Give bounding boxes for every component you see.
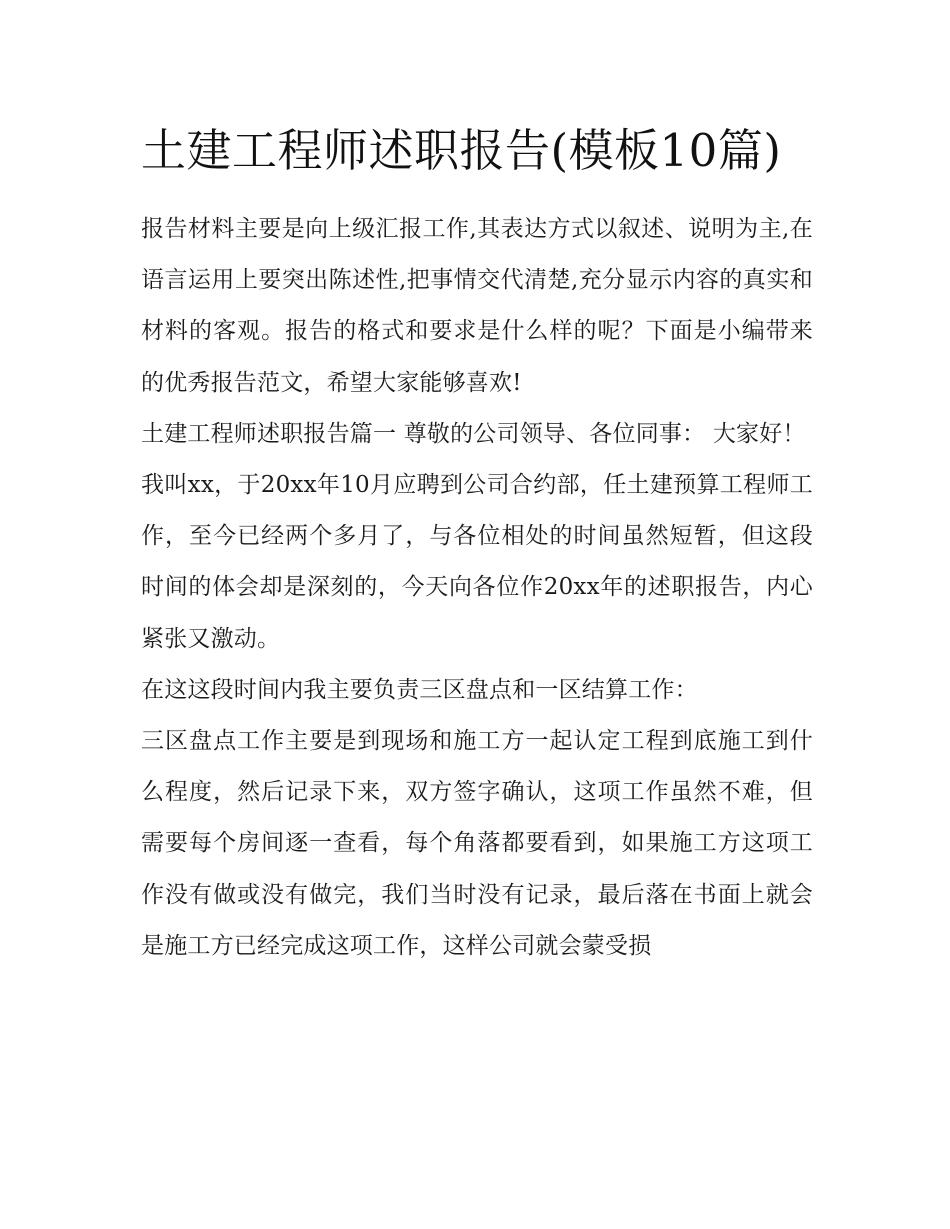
document-title: 土建工程师述职报告(模板10篇) [141, 124, 782, 177]
responsibilities-paragraph: 在这这段时间内我主要负责三区盘点和一区结算工作： [141, 676, 698, 703]
section-heading-paragraph: 土建工程师述职报告篇一 尊敬的公司领导、各位同事： 大家好！ [141, 420, 806, 447]
intro-paragraph: 报告材料主要是向上级汇报工作,其表达方式以叙述、说明为主,在语言运用上要突出陈述性,把事情交代清楚,充分显示内容的真实和材料的客观。报告的格式和要求是什么样的呢？下面是小编带来的优秀报告范文，希望大家能够喜欢! [141, 216, 813, 396]
document-page [141, 112, 813, 972]
inventory-work-paragraph: 三区盘点工作主要是到现场和施工方一起认定工程到底施工到什么程度，然后记录下来，双方签字确认，这项工作虽然不难，但需要每个房间逐一查看，每个角落都要看到，如果施工方这项工作没有做或没有做完，我们当时没有记录，最后落在书面上就会是施工方已经完成这项工作，这样公司就会蒙受损 [141, 728, 813, 959]
self-introduction-paragraph: 我叫xx，于20xx年10月应聘到公司合约部，任土建预算工程师工作，至今已经两个多月了，与各位相处的时间虽然短暂，但这段时间的体会却是深刻的，今天向各位作20xx年的述职报告，内心紧张又激动。 [141, 472, 813, 652]
